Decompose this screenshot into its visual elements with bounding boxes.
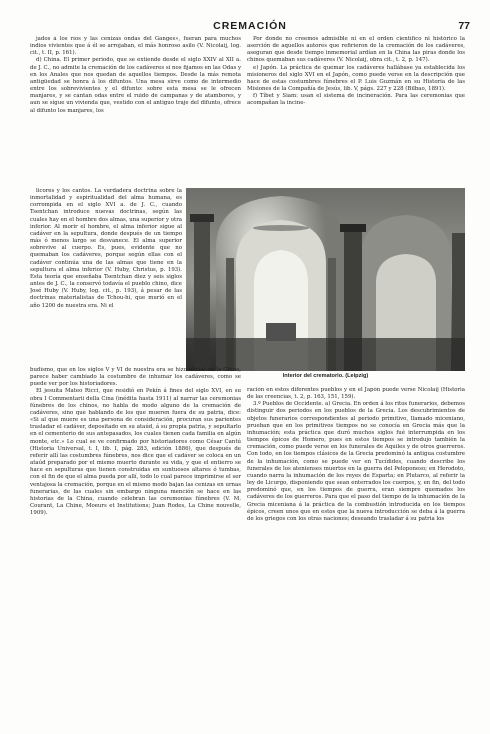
paragraph: ración en estos diferentes pueblos y en el Japón puede verse Nicolaij (Historia de las creencias, t. 2, p. 163, 151, 159).	[247, 387, 465, 401]
paragraph: jados á los ríos y las cenizas ondas del Ganges», fueran para muchos indios vivientes que á él se arrojaban, el más honroso asilo (V. Nicolaij, log. cit., t. II, p. 161).	[30, 36, 241, 57]
paragraph: e) Japón. La práctica de quemar los cadáveres hallábase ya establecida los misioneros del siglo XVI en el Japón, como puede verse en la descripción que hace de estas costumbres fúnebres el P. Luis Guzmán en su Historia de las Misiones de la Compañía de Jesús, lib. V, págs. 227 y 228 (Bilbao, 1891).	[247, 64, 465, 93]
paragraph: f) Tíbet y Siam: usan el sistema de incineración. Para las ceremonias que acompañan la incine-	[247, 93, 465, 107]
left-column-bottom	[30, 367, 241, 691]
paragraph: d) China. El primer periodo, que se extiende desde el siglo XXIV al XII a. de J. C., no admite la cremación de los cadáveres si nos fijamos en las Odas y en los Anales que nos quedan de aquellos tiempos. Desde la más remota antigüedad se honra á los difuntos. Una mesa sirve como de intermedio entre los sobrevivientes y el difunto: sobre esta mesa se le ofrecen manjares, y se cantan odas entre el ruido de campanas y de atambores, y aun se sigue un vivienda que, vestido con el antiguo traje del difunto, ofrece al difunto los manjares, los	[30, 57, 241, 114]
paragraph: licores y los cantos. La verdadera doctrina sobre la inmortalidad y espiritualidad del alma humana, es corrompida en el siglo XVI a. de J. C., cuando Tsentchan introduce nuevas doctrinas, según las cuales hay en el hombre dos almas, una superior y otra inferior. Al morir el hombre, el alma inferior sigue al cadáver en la sepultura, donde después de un tiempo más ó menos largo se desvanece. El alma superior sobrevive al cuerpo. Es, pues, evidente que no quemaban los cadáveres, porque según ellas con el cadáver continúa una de las almas que tiene en la sepultura el alma inferior (V. Huby, Christus, p. 193). Esta teoría que enseñaba Tsentchan diez y seis siglos antes de J. C., la conservó todavía el pueblo chino, dice José Huby (V. Huby, log. cit., p. 193), á pesar de las doctrinas materialistas de Tchou-hi, que murió en el año 1200 de nuestra era. Ni el	[30, 188, 182, 309]
page-number: 77	[458, 20, 470, 32]
paragraph: 3.º Pueblos de Occidente. a) Grecia. En orden á los ritos funerarios, debemos distinguir dos periodos en los pueblos de la Grecia. Los descubrimientos de objetos funerarios correspondientes al periodo primitivo, llamado miceniano, prueban que en los primitivos tiempos no se conocía en Grecia más que la inhumación; esta práctica que duró muchos siglos fué interrumpida en los tiempos épicos de Homero, pues en estos tiempos se introdujo también la cremación, como puede verse en los funerales de Aquiles y de otros guerreros. Con todo, en los tiempos clásicos de la Grecia predominó la antigua costumbre de la inhumación, como se puede ver en Tucídides, cuando describe los funerales de los atenienses muertos en la guerra del Peloponeso; en Herodoto, cuando narra la inhumación de los reyes de Esparta; en Plutarco, al referir la ley de Licurgo, disponiendo que sean enterrados los cuerpos, y, en fin, del todo predominó que, en los tiempos de guerra, eran siempre quemados los cadáveres de los guerreros. Para que el paso del tiempo de la inhumación de la Grecia miceniana á la práctica de la combustión introducida en los tiempos épicos, creen unos que en estos que la nueva introducción se deba á la guerra de los griegos con los otras naciones; deseando trasladar á su patria los	[247, 401, 465, 522]
photo-caption: Interior del crematorio. (Leipzig)	[282, 373, 369, 379]
left-column-beside-image	[30, 188, 182, 367]
crematorium-photo	[186, 188, 465, 371]
right-column-top	[247, 36, 465, 182]
paragraph: budismo, que en los siglos V y VI de nuestra era se hizo oficial en la China, parece haber cambiado la costumbre de inhumar los cadáveres, como se puede ver por los historiadores.	[30, 367, 241, 388]
paragraph: Por donde no creemos admisible ni en el orden científico ni histórico la aserción de aquellos autores que refirieron de la cremación de los cadáveres, aseguran que desde tiempo inmemorial ardían en la China las piras donde los chinos quemaban sus cadáveres (V. Nicolaij, obra cit., t. 2, p. 147).	[247, 36, 465, 64]
left-column-top	[30, 36, 241, 188]
right-column-bottom	[247, 387, 465, 691]
running-title: CREMACIÓN	[213, 20, 287, 32]
paragraph: El jesuíta Mateo Ricci, que residió en Pekín á fines del siglo XVI, en su obra I Commentarii della Cina (inédita hasta 1911) al narrar las ceremonias fúnebres de los chinos, no habla de modo alguno de la cremación de cadáveres, sino que hablando de los que mueren fuera de su patria, dice: «Si al que muere es una persona de consideración, procuran sus parientes trasladar el cadáver, depositado en su ataúd, á su propia patria, y sepultarlo en el cementerio de sus antepasados, los cuales tienen cada familia en algún monte, etc.» Lo cual se ve confirmado por historiadores como César Cantú (Historia Universal, t. I, lib. I, pág. 283, edición 1886), que después de referir allí las costumbres fúnebres, nos dice que el cadáver se coloca en un ataúd preparado por el mismo muerto durante su vida, y que el entierro se hace en sepulturas que tienen construidas en suntuosos altares ó tumbas, con el fin de que el alma pueda por allí, todo lo cual parece imprimirse el ser ventajosa la cremación, porque en el mismo modo bajan las cenizas en urnas funerarias, de las cuales sin embargo ninguna mención se hace en las historias de la China, cuando celebran las ceremonias fúnebres (V. M. Courant, La Chine, Moeurs et Institutions; Juan Rodes, La Chine nouvelle, 1909).	[30, 388, 241, 517]
